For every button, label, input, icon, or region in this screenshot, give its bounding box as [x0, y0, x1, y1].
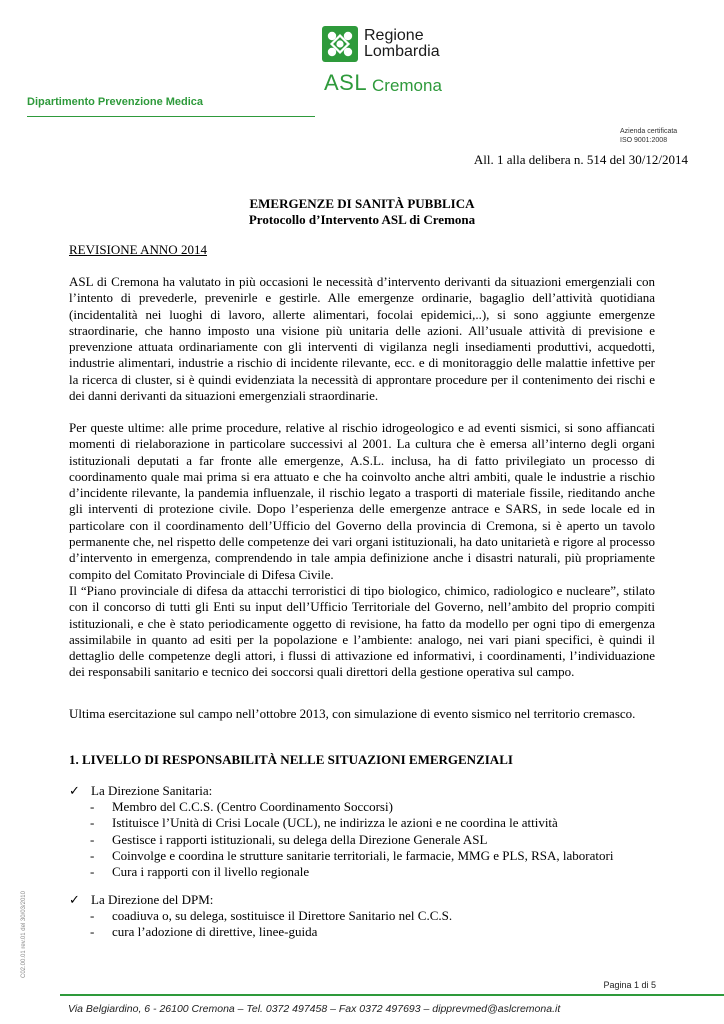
list-item	[90, 815, 613, 831]
list-item-text: cura l’adozione di direttive, linee-guida	[112, 924, 318, 940]
list-item	[90, 924, 452, 940]
list-item	[90, 848, 613, 864]
dash-bullet: -	[90, 799, 95, 814]
certification-note	[620, 127, 688, 145]
check-icon: ✓	[69, 783, 80, 798]
revision-label: REVISIONE ANNO 2014	[69, 242, 207, 257]
department-name: Dipartimento Prevenzione Medica	[27, 96, 204, 108]
footer-divider	[60, 994, 724, 996]
dash-bullet: -	[90, 908, 95, 923]
paragraph: Il “Piano provinciale di difesa da attacchi terroristici di tipo biologico, chimico, radiologico e nucleare”, stilato con il concorso di tutti gli Enti su input dell’Ufficio Territoriale del Governo, nell’ambito del proprio compiti istituzionali, e che è stato periodicamente oggetto di revisione, ha fatto da modello per ogni tipo di emergenza assimilabile in quanto ad esiti per la popolazione e l’ambiente: analogo, nei vari piani specifici, è quindi il dettaglio delle competenze degli attori, i flussi di attivazione ed informativi, i coordinamenti, l’individuazione dei responsabili sanitario e tecnico dei soccorsi quali direttori della gestione operativa sul campo.	[69, 583, 655, 680]
group-title: La Direzione Sanitaria:	[91, 783, 213, 798]
responsibility-group	[69, 892, 213, 908]
logo-text-cremona: Cremona	[372, 76, 442, 95]
dash-bullet: -	[90, 924, 95, 940]
responsibility-group	[69, 783, 212, 799]
dash-bullet: -	[90, 831, 95, 847]
list-item-text: coadiuva o, su delega, sostituisce il Direttore Sanitario nel C.C.S.	[112, 908, 453, 923]
responsibility-list	[90, 908, 452, 941]
document-code-text: C02.00.01 rev.01 del 30/03/2010	[21, 891, 27, 978]
list-item-text: Istituisce l’Unità di Crisi Locale (UCL), ne indirizza le azioni e ne coordina le attività	[112, 815, 558, 831]
certification-line: ISO 9001:2008	[620, 137, 668, 144]
logo-text-lombardia: Lombardia	[364, 43, 440, 60]
list-item	[90, 832, 613, 848]
list-item-text: Membro del C.C.S. (Centro Coordinamento Soccorsi)	[112, 799, 393, 814]
page-number: Pagina 1 di 5	[603, 980, 656, 990]
check-icon: ✓	[69, 892, 80, 907]
list-item-text: Gestisce i rapporti istituzionali, su delega della Direzione Generale ASL	[112, 831, 488, 847]
regione-lombardia-rose-icon	[322, 26, 358, 62]
document-code	[14, 850, 26, 980]
department-divider	[27, 116, 315, 117]
responsibility-list	[90, 799, 613, 880]
dash-bullet: -	[90, 847, 95, 863]
attachment-reference: All. 1 alla delibera n. 514 del 30/12/2014	[473, 152, 688, 167]
list-item	[90, 799, 613, 815]
dash-bullet: -	[90, 815, 95, 831]
group-title: La Direzione del DPM:	[91, 892, 214, 907]
paragraph: Per queste ultime: alle prime procedure, relative al rischio idrogeologico e ad eventi sismici, si sono affiancati momenti di rielaborazione in particolare successivi al 2001. La cultura che è emersa all’interno degli organi istituzionali deputati a far fronte alle emergenze, A.S.L. inclusa, ha di fatto privilegiato un processo di coordinamento quale mai prima si era attuato e che ha coinvolto anche altri ambiti, quale le industrie a rischio d’incidente rilevante, la pandemia influenzale, il rischio legato a trasporti di materiale fissile, rieditando anche gli interventi di protezione civile. Dopo l’esperienza delle emergenze antrace e SARS, in sede locale ed in particolare con il coordinamento dell’Ufficio del Governo della provincia di Cremona, si è aperto un tavolo permanente che, nel rispetto delle competenze dei vari organi istituzionali, ha dato unitarietà e rigore al processo d’intervento in emergenza, comprendendo in tale ampia definizione anche i disastri naturali, più propriamente compito del Comitato Provinciale di Difesa Civile.	[69, 420, 655, 582]
paragraph: ASL di Cremona ha valutato in più occasioni le necessità d’intervento derivanti da situazioni emergenziali con l’intento di prevederle, prevenirle e gestirle. Alle emergenze ordinarie, bagaglio dell’attività quotidiana (incidentalità nei luoghi di lavoro, allerte alimentari, focolai epidemici,..), si sono aggiunte emergenze straordinarie, che hanno imposto una visione più unitaria delle azioni. All’usuale attività di previsione e prevenzione attuata ordinariamente con gli interventi di vigilanza negli insediamenti produttivi, acquedotti, industrie alimentari, industrie a rischio di incidente rilevante, ecc. e di monitoraggio delle malattie infettive per la ricerca di cluster, si è quindi evidenziata la necessità di approntare procedure per il contenimento dei rischi e dei danni derivanti da situazioni emergenziali straordinarie.	[69, 274, 655, 404]
list-item	[90, 864, 613, 880]
dash-bullet: -	[90, 864, 95, 880]
document-title: EMERGENZE DI SANITÀ PUBBLICA	[249, 196, 475, 211]
document-subtitle: Protocollo d’Intervento ASL di Cremona	[248, 212, 476, 227]
logo	[322, 26, 472, 96]
section-heading: 1. LIVELLO DI RESPONSABILITÀ NELLE SITUAZIONI EMERGENZIALI	[69, 752, 513, 767]
footer-address: Via Belgiardino, 6 - 26100 Cremona – Tel. 0372 497458 – Fax 0372 497693 – dipprevmed@aslcremona.it	[68, 1003, 561, 1015]
paragraph: Ultima esercitazione sul campo nell’ottobre 2013, con simulazione di evento sismico nel territorio cremasco.	[69, 706, 636, 721]
certification-line: Azienda certificata	[620, 128, 678, 135]
list-item-text: Coinvolge e coordina le strutture sanitarie territoriali, le farmacie, MMG e PLS, RSA, laboratori	[112, 847, 614, 863]
list-item-text: Cura i rapporti con il livello regionale	[112, 864, 310, 880]
list-item	[90, 908, 452, 924]
logo-text-regione: Regione	[364, 27, 424, 44]
logo-text-asl: ASL	[324, 70, 368, 95]
